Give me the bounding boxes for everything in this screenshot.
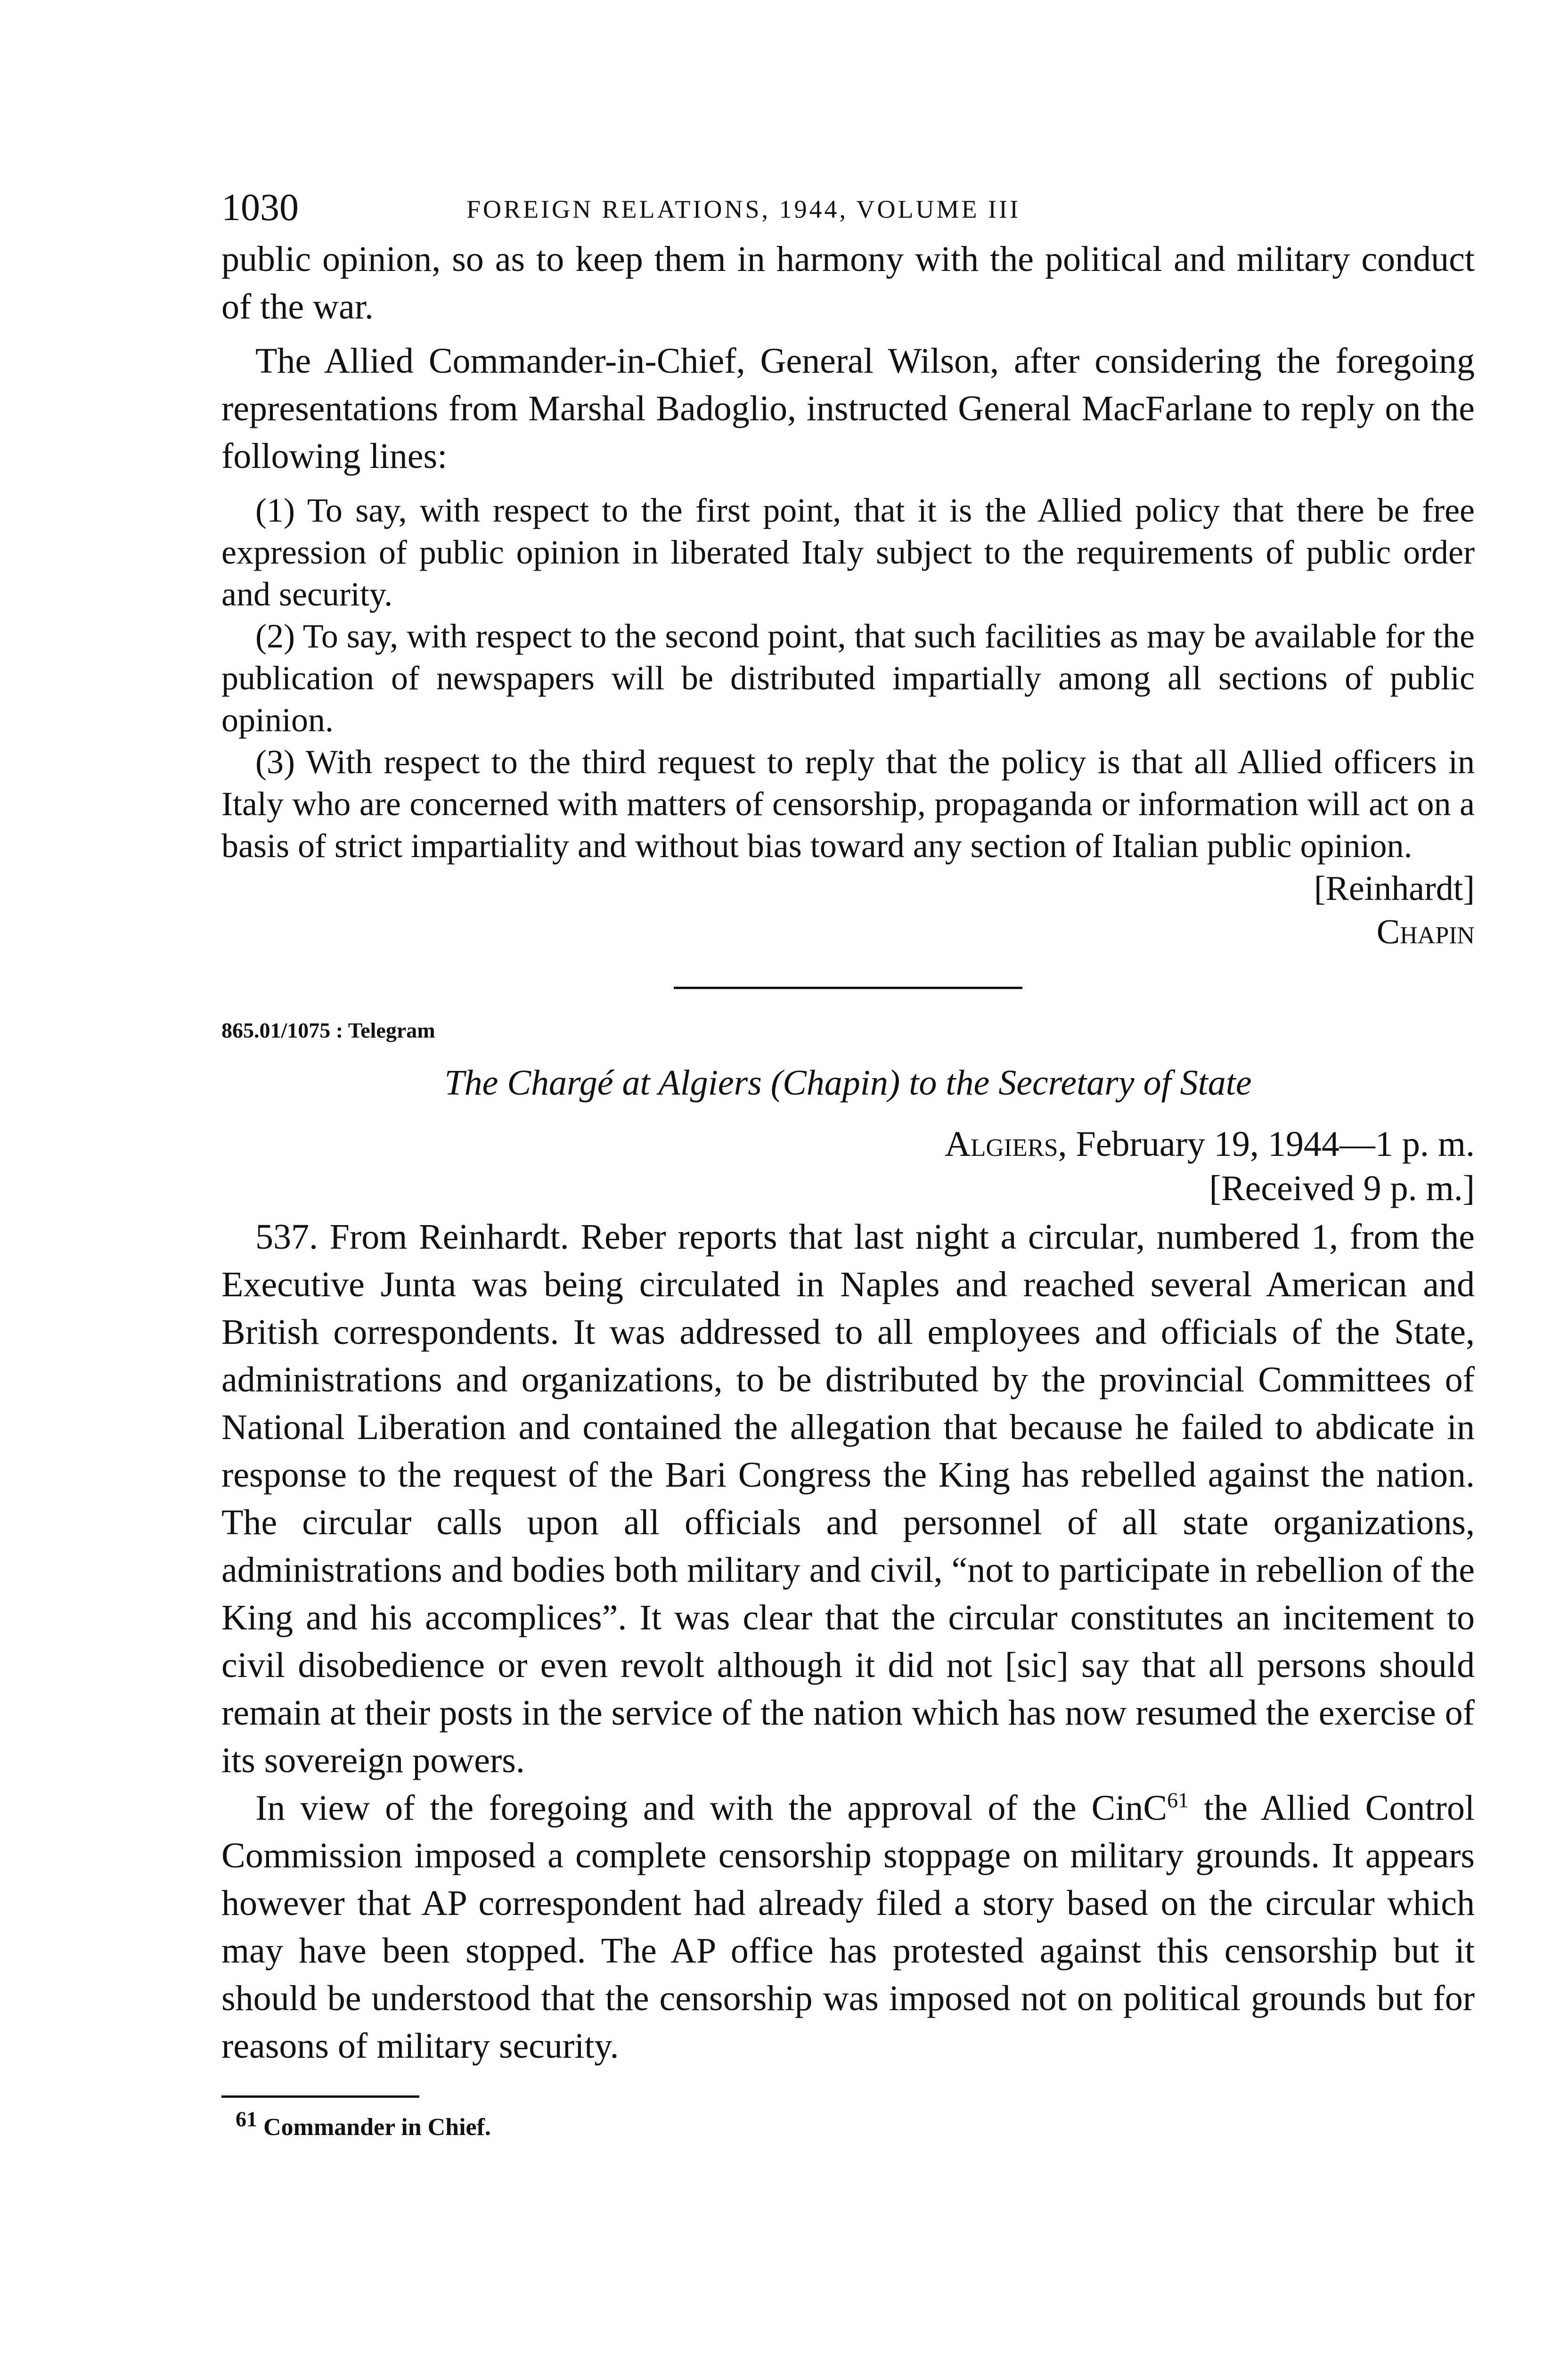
numbered-item-3: (3) With respect to the third request to reply that the policy is that all Allied officers in Italy who are concerned with matters of censorship, propaganda or information will act on a basis of strict impartiality and without bias toward any section of Italian public opinion.: [221, 743, 1475, 865]
dateline: [221, 1122, 1475, 1211]
telegram-paragraph-1: 537. From Reinhardt. Reber reports that last night a circular, numbered 1, from the Executive Junta was being circulated in Naples and reached several American and British correspondents. It was addressed to all employees and officials of the State, administrations and organizations, to be distributed by the provincial Committees of National Liberation and contained the allegation that because he failed to abdicate in response to the request of the Bari Congress the King has rebelled against the nation. The circular calls upon all officials and personnel of all state organizations, administrations and bodies both military and civil, “not to participate in rebellion of the King and his accomplices”. It was clear that the circular constitutes an incitement to civil disobedience or even revolt although it did not [sic] say that all persons should remain at their posts in the service of the nation which has now resumed the exercise of its sovereign powers.: [221, 1217, 1475, 1780]
footnote-divider: [221, 2095, 419, 2098]
paragraph-2-start: In view of the foregoing and with the approval of the CinC: [255, 1788, 1168, 1828]
numbered-item-1: (1) To say, with respect to the first point, that it is the Allied policy that there be free expression of public opinion in liberated Italy subject to the requirements of public order and security.: [221, 491, 1475, 613]
dateline-date: , February 19, 1944—1 p. m.: [1058, 1124, 1475, 1164]
footnote-number: 61: [236, 2107, 257, 2131]
telegram-body: [221, 1213, 1475, 2070]
footnote-reference: 61: [1167, 1788, 1189, 1812]
document-page: [221, 184, 1475, 2144]
page-header: [221, 184, 1475, 236]
dateline-received: [Received 9 p. m.]: [1209, 1169, 1475, 1208]
running-head: FOREIGN RELATIONS, 1944, VOLUME III: [466, 195, 1021, 223]
footnote: [236, 2107, 1475, 2144]
continued-text: [221, 236, 1475, 867]
signature-chapin: Chapin: [1376, 913, 1475, 951]
dateline-place: Algiers: [945, 1124, 1058, 1164]
signature-reinhardt: [Reinhardt]: [1314, 869, 1475, 908]
document-title: The Chargé at Algiers (Chapin) to the Secretary of State: [444, 1063, 1252, 1103]
footnote-text: Commander in Chief.: [257, 2114, 491, 2141]
telegram-paragraph-2: [221, 1784, 1475, 2070]
paragraph-2-end: the Allied Control Commission imposed a complete censorship stoppage on military grounds. It appears however that AP correspondent had already filed a story based on the circular which may have been stopped. The AP office has protested against this censorship but it should be understood that the censorship was imposed not on political grounds but for reasons of military security.: [221, 1788, 1475, 2066]
file-reference: 865.01/1075 : Telegram: [221, 1018, 435, 1042]
dateline-place-date: [221, 1122, 1475, 1166]
numbered-item-2: (2) To say, with respect to the second point, that such facilities as may be available for the publication of newspapers will be distributed impartially among all sections of public opinion.: [221, 617, 1475, 739]
section-divider: [674, 987, 1022, 989]
page-number: 1030: [221, 186, 299, 229]
paragraph-instructions: The Allied Commander-in-Chief, General Wilson, after considering the foregoing representations from Marshal Badoglio, instructed General MacFarlane to reply on the following lines:: [221, 341, 1475, 476]
paragraph-continued: public opinion, so as to keep them in harmony with the political and military conduct of the war.: [221, 239, 1475, 327]
signature-block: [221, 867, 1475, 954]
